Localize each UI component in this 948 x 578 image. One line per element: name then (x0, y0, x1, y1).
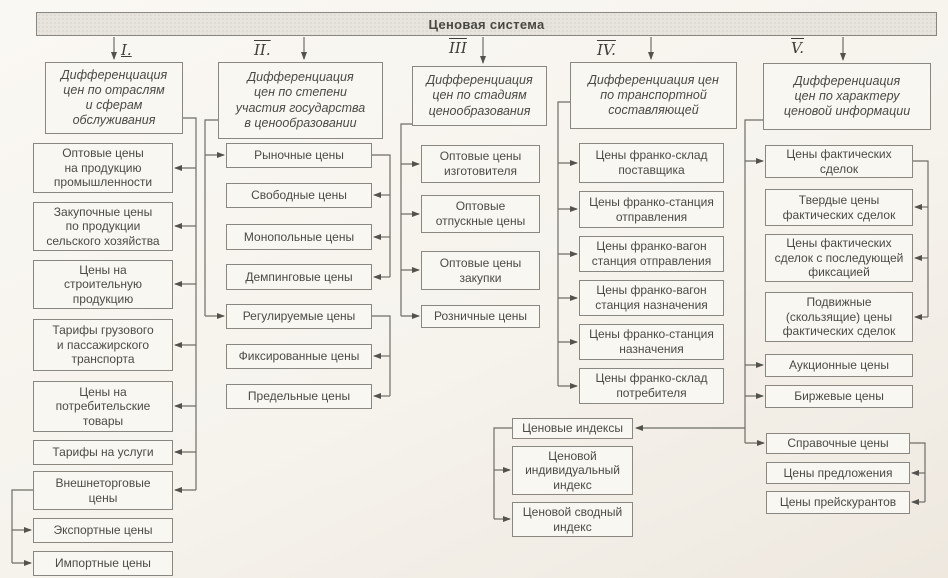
node-reference-prices: Справочные цены (766, 433, 910, 454)
node-price-indexes: Ценовые индексы (512, 418, 633, 439)
node-wholesale-industrial-prices: Оптовые цены на продукцию промышленности (33, 143, 173, 193)
node-differentiation-by-state-participation: Дифференциация цен по степени участия государства в ценообразовании (218, 62, 383, 139)
node-free-destination-station-prices: Цены франко-станция назначения (579, 324, 724, 360)
node-auction-prices: Аукционные цены (765, 354, 913, 377)
node-transaction-prices-later-fixation: Цены фактических сделок с последующей фиксацией (765, 234, 913, 282)
node-free-wagon-destination-prices: Цены франко-вагон станция назначения (579, 280, 724, 316)
node-offer-prices: Цены предложения (766, 462, 910, 484)
numeral-3: $\overline{III}$ (449, 39, 467, 57)
node-differentiation-by-transport-component: Дифференциация цен по транспортной составляющей (570, 62, 737, 129)
node-manufacturer-wholesale-prices: Оптовые цены изготовителя (421, 145, 540, 183)
node-individual-price-index: Ценовой индивидуальный индекс (512, 446, 633, 495)
node-import-prices: Импортные цены (33, 551, 173, 576)
node-wholesale-release-prices: Оптовые отпускные цены (421, 195, 540, 233)
node-construction-prices: Цены на строительную продукцию (33, 260, 173, 309)
node-ex-warehouse-supplier-prices: Цены франко-склад поставщика (579, 143, 724, 183)
numeral-5: V. (791, 39, 804, 57)
node-free-departure-station-prices: Цены франко-станция отправления (579, 191, 724, 228)
numeral-2: II. (254, 41, 271, 59)
node-export-prices: Экспортные цены (33, 518, 173, 543)
node-agricultural-purchase-prices: Закупочные цены по продукции сельского хозяйства (33, 202, 173, 251)
node-firm-transaction-prices: Твердые цены фактических сделок (765, 189, 913, 226)
node-sliding-transaction-prices: Подвижные (скользящие) цены фактических сделок (765, 292, 913, 342)
node-ceiling-prices: Предельные цены (226, 384, 372, 409)
node-regulated-prices: Регулируемые цены (226, 304, 372, 329)
node-consumer-goods-prices: Цены на потребительские товары (33, 381, 173, 432)
node-fixed-prices: Фиксированные цены (226, 344, 372, 369)
node-ex-warehouse-consumer-prices: Цены франко-склад потребителя (579, 368, 724, 404)
node-freight-passenger-tariffs: Тарифы грузового и пассажирского транспорта (33, 319, 173, 371)
node-differentiation-by-industry: Дифференциация цен по отраслям и сферам обслуживания (45, 62, 183, 134)
node-differentiation-by-price-information: Дифференциация цен по характеру ценовой информации (763, 63, 931, 130)
node-service-tariffs: Тарифы на услуги (33, 440, 173, 465)
node-dumping-prices: Демпинговые цены (226, 264, 372, 290)
node-actual-transaction-prices: Цены фактических сделок (765, 145, 913, 178)
diagram-title: Ценовая система (36, 12, 937, 36)
node-free-prices: Свободные цены (226, 183, 372, 208)
node-wholesale-purchase-prices: Оптовые цены закупки (421, 251, 540, 290)
node-exchange-prices: Биржевые цены (765, 385, 913, 408)
node-price-list-prices: Цены прейскурантов (766, 491, 910, 514)
node-foreign-trade-prices: Внешнеторговые цены (33, 471, 173, 510)
node-differentiation-by-pricing-stage: Дифференциация цен по стадиям ценообразования (412, 66, 547, 126)
node-monopoly-prices: Монопольные цены (226, 224, 372, 250)
node-free-wagon-departure-prices: Цены франко-вагон станция отправления (579, 236, 724, 272)
node-market-prices: Рыночные цены (226, 143, 372, 168)
numeral-4: IV. (597, 41, 616, 59)
numeral-1: I. (121, 41, 132, 59)
node-retail-prices: Розничные цены (421, 305, 540, 328)
node-composite-price-index: Ценовой сводный индекс (512, 502, 633, 537)
